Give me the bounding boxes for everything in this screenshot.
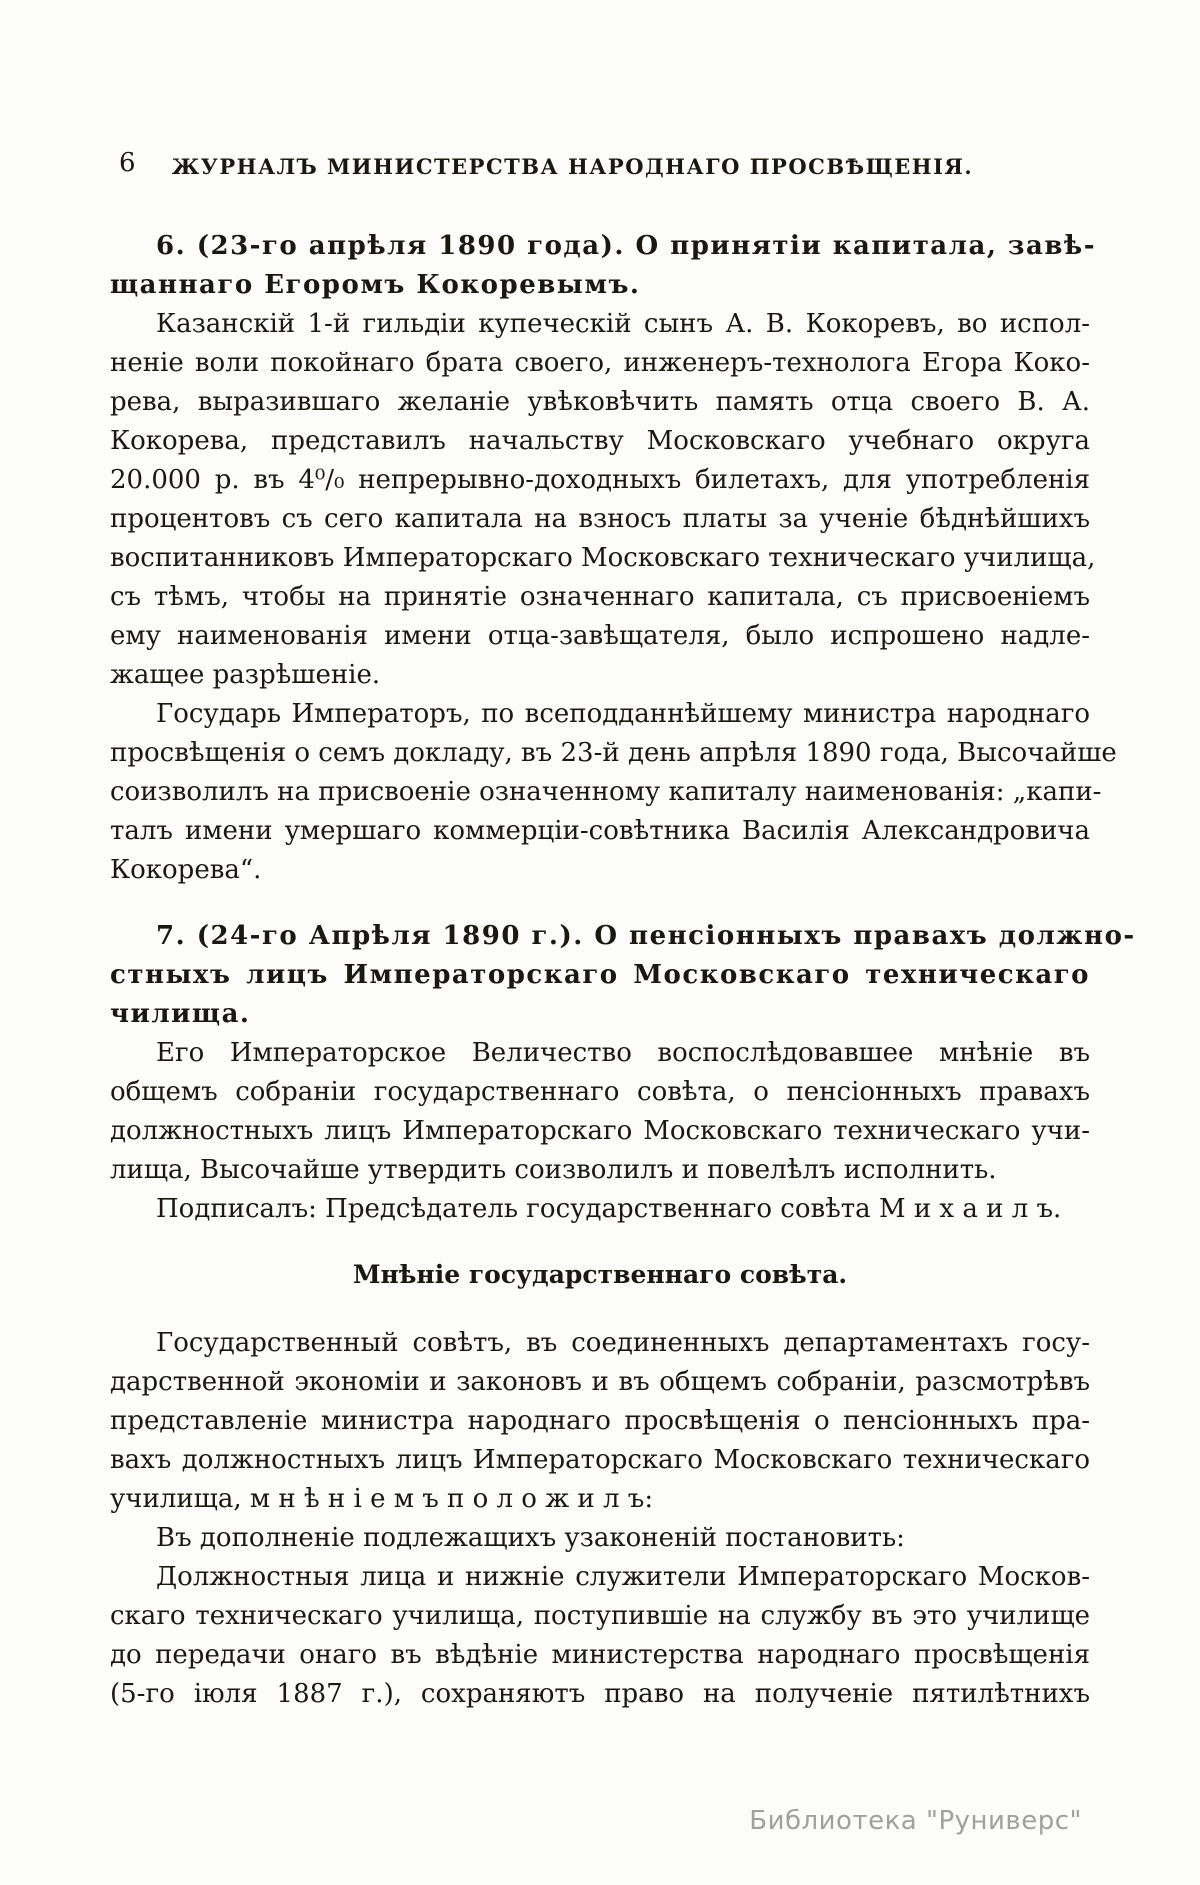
- text-line: просвѣщенія о семъ докладу, въ 23-й день апрѣля 1890 года, Высочайше: [110, 738, 1117, 768]
- text-line: чилища.: [110, 999, 251, 1029]
- text-line: Подписалъ: Предсѣдатель государственнаго совѣта М и х а и л ъ.: [156, 1194, 1062, 1224]
- running-header: ЖУРНАЛЪ МИНИСТЕРСТВА НАРОДНАГО ПРОСВѢЩЕНІЯ.: [171, 154, 974, 179]
- text-line: должностныхъ лицъ Императорскаго Московскаго техническаго учи-: [110, 1116, 1090, 1146]
- text-line: съ тѣмъ, чтобы на принятіе означеннаго капитала, съ присвоеніемъ: [110, 582, 1090, 612]
- section-7-heading: [110, 917, 1136, 1034]
- text-line: воспитанниковъ Императорскаго Московскаго техническаго училища,: [110, 543, 1096, 573]
- page-number: 6: [119, 148, 136, 178]
- text-line: лища, Высочайше утвердить соизволилъ и повелѣлъ исполнить.: [110, 1155, 997, 1185]
- paragraph-resolution-intro: [110, 1519, 1090, 1558]
- text-line: 7. (24-го Апрѣля 1890 г.). О пенсіонныхъ правахъ должно-: [156, 921, 1136, 951]
- text-line: процентовъ съ сего капитала на взносъ платы за ученіе бѣднѣйшихъ: [110, 504, 1090, 534]
- library-watermark: Библиотека "Руниверс": [749, 1806, 1082, 1836]
- text-line: дарственной экономіи и законовъ и въ общемъ собраніи, разсмотрѣвъ: [110, 1367, 1090, 1397]
- text-line: жащее разрѣшеніе.: [110, 660, 381, 690]
- text-line: талъ имени умершаго коммерціи-совѣтника Василія Александровича: [110, 816, 1090, 846]
- paragraph-state-council: [110, 1324, 1090, 1519]
- text-line: скаго техническаго училища, поступившіе на службу въ это училище: [110, 1601, 1090, 1631]
- text-line: Государь Императоръ, по всеподданнѣйшему министра народнаго: [156, 699, 1090, 729]
- text-line: Мнѣніе государственнаго совѣта.: [352, 1260, 848, 1289]
- text-line: рева, выразившаго желаніе увѣковѣчить память отца своего В. А.: [110, 387, 1090, 417]
- text-line: стныхъ лицъ Императорскаго Московскаго техническаго: [110, 960, 1090, 990]
- text-line: (5-го іюля 1887 г.), сохраняютъ право на полученіе пятилѣтнихъ: [110, 1679, 1090, 1709]
- text-line: 20.000 р. въ 4⁰/₀ непрерывно-доходныхъ билетахъ, для употребленія: [110, 465, 1090, 495]
- text-line: Казанскій 1-й гильдіи купеческій сынъ А. В. Кокоревъ, во испол-: [156, 309, 1090, 339]
- text-line: училища, м н ѣ н і е м ъ п о л о ж и л ъ:: [110, 1484, 654, 1514]
- text-line: Кокорева, представилъ начальству Московскаго учебнаго округа: [110, 426, 1090, 456]
- text-line: щаннаго Егоромъ Кокоревымъ.: [110, 270, 641, 300]
- signature-line: [110, 1190, 1090, 1229]
- text-line: 6. (23-го апрѣля 1890 года). О принятіи капитала, завѣ-: [156, 231, 1097, 261]
- text-line: Въ дополненіе подлежащихъ узаконеній постановить:: [156, 1523, 905, 1553]
- section-6-heading: [110, 227, 1097, 305]
- text-line: Должностныя лица и нижніе служители Императорскаго Москов-: [156, 1562, 1090, 1592]
- text-line: общемъ собраніи государственнаго совѣта, о пенсіонныхъ правахъ: [110, 1077, 1090, 1107]
- text-line: ему наименованія имени отца-завѣщателя, было испрошено надле-: [110, 621, 1090, 651]
- text-line: до передачи онаго въ вѣдѣніе министерства народнаго просвѣщенія: [110, 1640, 1090, 1670]
- paragraph-resolution-text: [110, 1558, 1090, 1714]
- text-line: Его Императорское Величество воспослѣдовавшее мнѣніе въ: [156, 1038, 1090, 1068]
- paragraph-imperial-approval: [110, 695, 1117, 890]
- text-line: вахъ должностныхъ лицъ Императорскаго Московскаго техническаго: [110, 1445, 1090, 1475]
- paragraph-kokorev-capital: [110, 305, 1096, 695]
- text-line: представленіе министра народнаго просвѣщенія о пенсіонныхъ пра-: [110, 1406, 1090, 1436]
- state-council-opinion-heading: [110, 1255, 1090, 1294]
- text-body: [110, 200, 1136, 1714]
- text-line: Кокорева“.: [110, 855, 262, 885]
- text-line: соизволилъ на присвоеніе означенному капиталу наименованія: „капи-: [110, 777, 1102, 807]
- text-line: неніе воли покойнаго брата своего, инженеръ-технолога Егора Коко-: [110, 348, 1090, 378]
- text-line: Государственный совѣтъ, въ соединенныхъ департаментахъ госу-: [156, 1328, 1090, 1358]
- paragraph-pension-rights: [110, 1034, 1090, 1190]
